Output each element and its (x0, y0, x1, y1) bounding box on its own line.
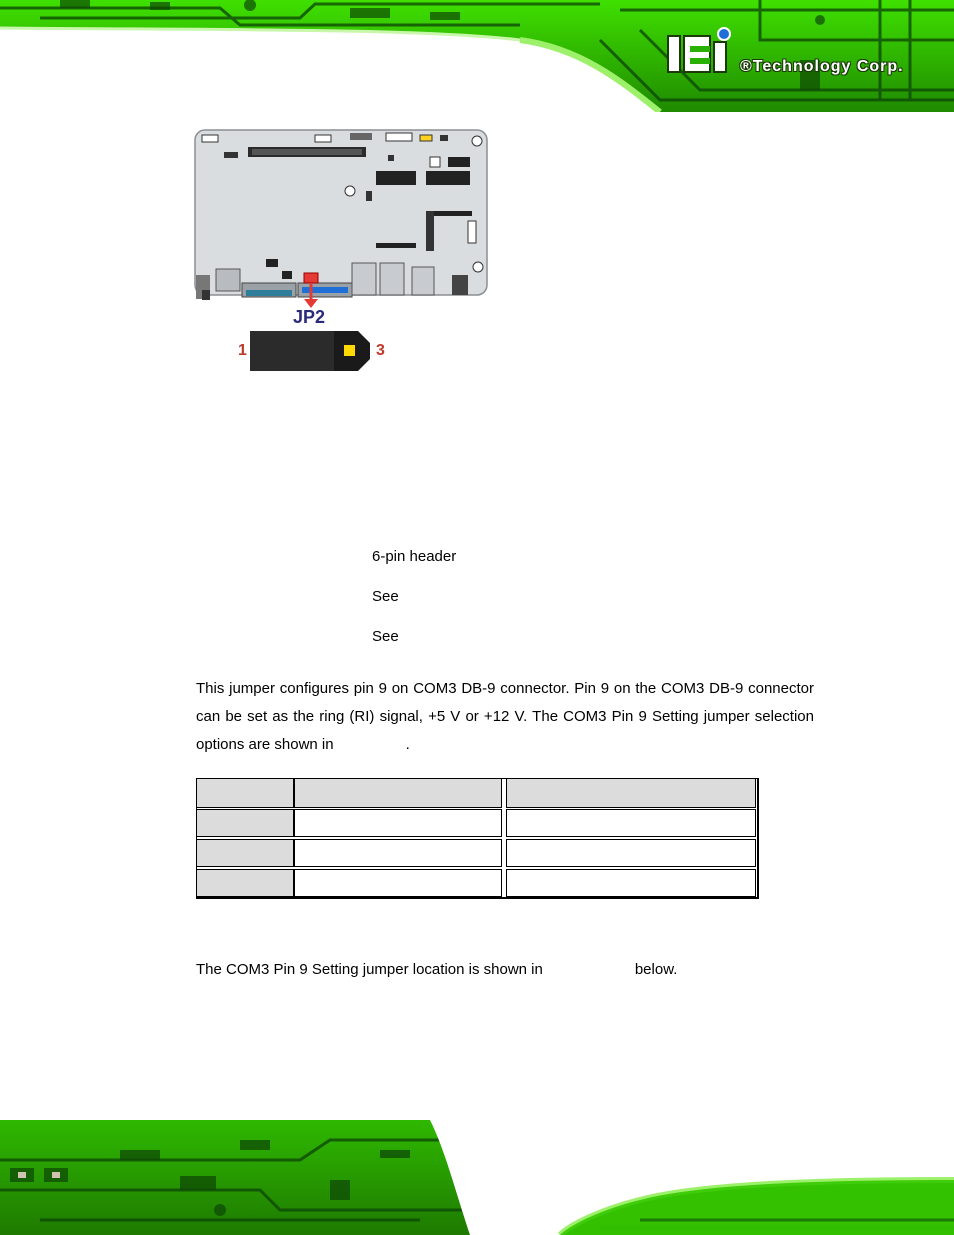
jumper-description: This jumper configures pin 9 on COM3 DB-9 connector. Pin 9 on the COM3 DB-9 connector can be set as the ring (RI) signal, +5 V or +12 V. The COM3 Pin 9 Setting jumper selection options are shown in . (196, 680, 814, 753)
location-sentence: The COM3 Pin 9 Setting jumper location is shown in below. (196, 961, 678, 978)
jumper-settings-table (196, 778, 759, 899)
jumper-location-value: See (372, 628, 399, 645)
jumper-type-value: 6-pin header (372, 548, 457, 565)
table-border (196, 778, 759, 899)
header-banner (0, 0, 954, 112)
footer-banner (0, 1120, 954, 1235)
jumper-settings-value: See (372, 588, 399, 605)
brand-name: ®Technology Corp. (740, 58, 904, 75)
pin-label-1: 1 (238, 342, 247, 359)
pin-label-3: 3 (376, 342, 385, 359)
board-jumper-figure (190, 125, 500, 380)
jumper-label: JP2 (293, 307, 326, 327)
